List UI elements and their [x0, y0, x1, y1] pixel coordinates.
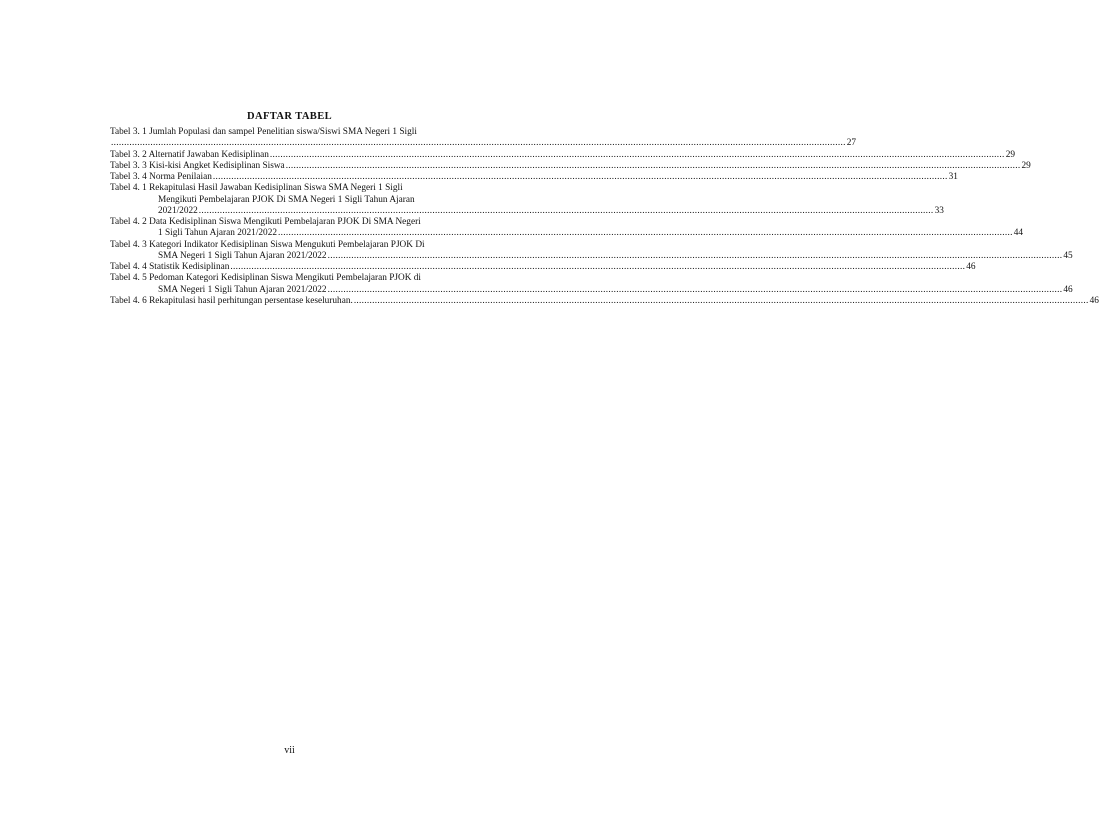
toc-entry-page: 45: [1063, 250, 1073, 261]
toc-entry-page: 29: [1005, 149, 1015, 160]
toc-entry-table-4-4[interactable]: [110, 262, 976, 273]
toc-entry-page: 44: [1013, 228, 1024, 239]
toc-entry-table-3-1[interactable]: [110, 127, 857, 150]
toc-entry-title: Tabel 3. 1 Jumlah Populasi dan sampel Penelitian siswa/Siswi SMA Negeri 1 Sigli: [110, 127, 417, 137]
table-list: [110, 127, 1099, 307]
toc-entry-table-4-2[interactable]: [110, 217, 1024, 240]
toc-entry-page: 29: [1021, 160, 1031, 171]
dot-leader: [354, 296, 1089, 307]
toc-entry-table-4-1[interactable]: [110, 183, 944, 217]
toc-entry-title: Tabel 4. 1 Rekapitulasi Hasil Jawaban Kedisiplinan Siswa SMA Negeri 1 Sigli: [110, 183, 403, 194]
toc-entry-title: Tabel 4. 6 Rekapitulasi hasil perhitungan persentase keseluruhan.: [110, 295, 353, 306]
toc-entry-title: Tabel 4. 2 Data Kedisiplinan Siswa Mengikuti Pembelajaran PJOK Di SMA Negeri: [110, 217, 421, 227]
toc-entry-page: 33: [934, 205, 944, 216]
dot-leader: [111, 138, 846, 149]
dot-leader: [199, 206, 934, 217]
page-number: vii: [284, 745, 295, 756]
toc-entry-table-3-4[interactable]: [110, 172, 958, 183]
toc-entry-table-3-3[interactable]: [110, 160, 1031, 172]
dot-leader: [286, 161, 1021, 172]
toc-entry-page: 46: [966, 262, 976, 272]
dot-leader: [270, 150, 1005, 161]
toc-entry-title: Tabel 4. 5 Pedoman Kategori Kedisiplinan Siswa Mengikuti Pembelajaran PJOK di: [110, 273, 422, 284]
toc-entry-title: Tabel 3. 4 Norma Penilaian: [110, 172, 212, 182]
toc-entry-page: 31: [948, 172, 958, 182]
toc-entry-table-4-3[interactable]: [110, 239, 1073, 263]
toc-entry-title: Tabel 3. 3 Kisi-kisi Angket Kedisiplinan Siswa: [110, 160, 285, 171]
dot-leader: [278, 228, 1013, 239]
toc-entry-title-cont: 2021/2022: [158, 205, 198, 216]
toc-entry-title-cont: SMA Negeri 1 Sigli Tahun Ajaran 2021/2022: [158, 284, 327, 295]
toc-entry-table-3-2[interactable]: [110, 149, 1015, 161]
dot-leader: [328, 285, 1063, 296]
toc-entry-page: 46: [1063, 284, 1073, 295]
toc-entry-table-4-6[interactable]: [110, 295, 1099, 307]
toc-entry-title-cont: SMA Negeri 1 Sigli Tahun Ajaran 2021/2022: [158, 250, 327, 261]
toc-entry-title: Tabel 4. 4 Statistik Kedisiplinan: [110, 262, 230, 272]
toc-entry-title: Tabel 4. 3 Kategori Indikator Kedisiplinan Siswa Mengukuti Pembelajaran PJOK Di: [110, 239, 425, 250]
dot-leader: [328, 251, 1063, 262]
toc-entry-page: 27: [846, 138, 857, 149]
dot-leader: [213, 172, 948, 183]
page-title: DAFTAR TABEL: [246, 111, 333, 122]
toc-entry-page: 46: [1089, 295, 1099, 306]
dot-leader: [230, 262, 965, 273]
toc-entry-title-cont: Mengikuti Pembelajaran PJOK Di SMA Negeri 1 Sigli Tahun Ajaran: [158, 194, 415, 205]
toc-entry-table-4-5[interactable]: [110, 273, 1073, 296]
toc-entry-title-cont: 1 Sigli Tahun Ajaran 2021/2022: [158, 228, 277, 239]
toc-entry-title: Tabel 3. 2 Alternatif Jawaban Kedisiplinan: [110, 149, 269, 160]
